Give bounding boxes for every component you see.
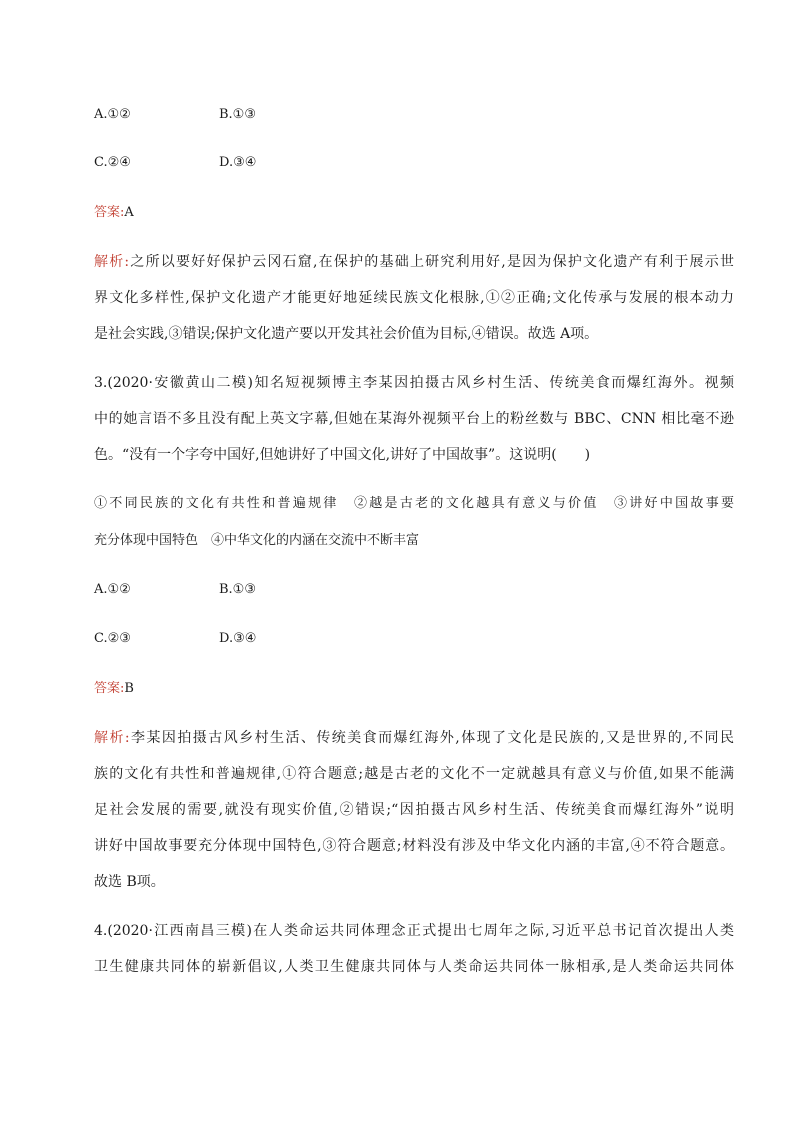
answer-label: 答案: [94, 205, 125, 220]
question-stem-line: 4.(2020·江西南昌三模)在人类命运共同体理念正式提出七周年之际,习近平总书记首次提出人类 [94, 923, 734, 939]
analysis-text: 李某因拍摄古风乡村生活、传统美食而爆红海外,体现了文化是民族的,又是世界的,不同民 [129, 730, 734, 746]
statement-line: 充分体现中国特色 ④中华文化的内涵在交流中不断丰富 [94, 533, 420, 548]
analysis-line: 讲好中国故事要充分体现中国特色,③符合题意;材料没有涉及中华文化内涵的丰富,④不符合题意。 [94, 838, 734, 854]
analysis-line: 足社会发展的需要,就没有现实价值,②错误;“因拍摄古风乡村生活、传统美食而爆红海外”说明 [94, 802, 734, 818]
answer-label: 答案: [94, 681, 125, 696]
option-b: B.①③ [219, 107, 256, 122]
answer-value: B [124, 681, 134, 696]
analysis-line [94, 728, 734, 748]
analysis-line: 族的文化有共性和普遍规律,①符合题意;越是古老的文化不一定就越具有意义与价值,如果不能满 [94, 766, 734, 782]
analysis-label: 解析: [94, 254, 130, 270]
answer [94, 203, 134, 223]
analysis-line: 界文化多样性,保护文化遗产才能更好地延续民族文化根脉,①②正确;文化传承与发展的根本动力 [94, 290, 734, 306]
statement-line: ①不同民族的文化有共性和普遍规律 ②越是古老的文化越具有意义与价值 ③讲好中国故事要 [94, 496, 734, 511]
option-b: B.①③ [219, 582, 256, 597]
option-d: D.③④ [219, 631, 257, 646]
analysis-label: 解析: [94, 730, 130, 746]
analysis-line [94, 252, 734, 272]
analysis-line: 故选 B项。 [94, 874, 165, 890]
option-d: D.③④ [219, 155, 257, 170]
option-a: A.①② [94, 582, 131, 597]
answer [94, 679, 134, 699]
option-c: C.②④ [94, 155, 131, 170]
option-a: A.①② [94, 107, 131, 122]
question-stem-line: 卫生健康共同体的崭新倡议,人类卫生健康共同体与人类命运共同体一脉相承,是人类命运共同体 [94, 959, 734, 975]
question-stem-line: 中的她言语不多且没有配上英文字幕,但她在某海外视频平台上的粉丝数与 BBC、CNN 相比毫不逊 [94, 411, 734, 427]
answer-value: A [124, 205, 134, 220]
question-stem-line: 色。“没有一个字夸中国好,但她讲好了中国文化,讲好了中国故事”。这说明( ) [94, 447, 591, 463]
analysis-text: 之所以要好好保护云冈石窟,在保护的基础上研究利用好,是因为保护文化遗产有利于展示世 [129, 254, 734, 270]
option-c: C.②③ [94, 631, 131, 646]
analysis-line: 是社会实践,③错误;保护文化遗产要以开发其社会价值为目标,④错误。故选 A项。 [94, 326, 599, 342]
question-stem-line: 3.(2020·安徽黄山二模)知名短视频博主李某因拍摄古风乡村生活、传统美食而爆红海外。视频 [94, 375, 734, 391]
